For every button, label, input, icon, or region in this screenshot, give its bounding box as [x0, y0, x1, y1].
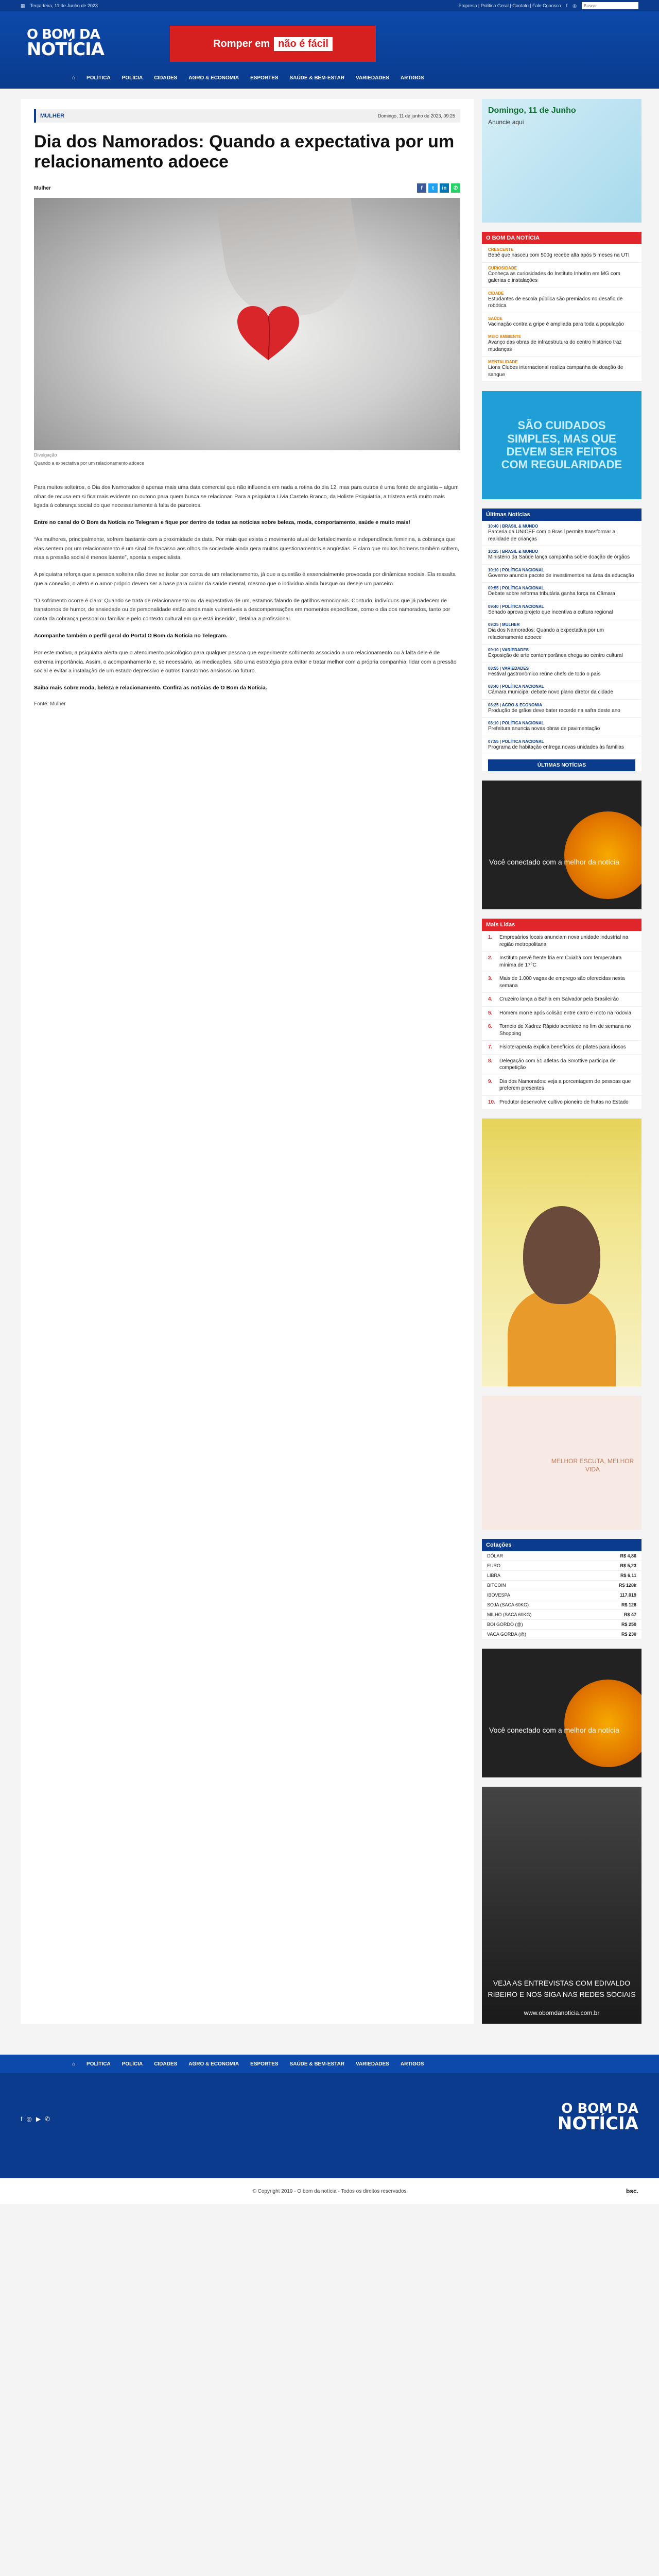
most-read-item[interactable]: 2. Instituto prevê frente fria em Cuiabá com temperatura mínima de 17°C [482, 952, 641, 972]
paragraph-more: Saiba mais sobre moda, beleza e relacionamento. Confira as notícias de O Bom da Notícia. [34, 685, 267, 691]
most-read-box [482, 919, 641, 1109]
news-kicker: 10:40 | BRASIL & MUNDO [488, 524, 539, 529]
promo-text: Você conectado com a melhor da notícia [489, 1726, 619, 1734]
heart-icon [237, 306, 299, 363]
footer-nav-artigos[interactable]: ARTIGOS [400, 2061, 424, 2067]
most-read-item[interactable]: 4. Cruzeiro lança a Bahia em Salvador pela Brasileirão [482, 993, 641, 1007]
news-text: Programa de habitação entrega novas unidades às famílias [488, 744, 625, 750]
header-ad-banner[interactable] [170, 26, 376, 62]
banner-highlight: não é fácil [274, 37, 333, 51]
quote-row: BOI GORDO (@) R$ 250 [482, 1620, 641, 1630]
news-text: Debate sobre reforma tributária ganha força na Câmara [488, 591, 615, 597]
nav-saude[interactable]: SAÚDE & BEM-ESTAR [289, 75, 345, 81]
home-icon: ⌂ [72, 75, 76, 81]
top-links[interactable]: Empresa | Política Geral | Contato | Fale Conosco [458, 3, 561, 8]
hearing-ad[interactable] [482, 1396, 641, 1530]
most-read-item[interactable]: 8. Delegação com 51 atletas da Smottive participa de competição [482, 1055, 641, 1075]
latest-header: Últimas Notícias [482, 509, 641, 521]
footer-social [21, 2115, 50, 2123]
news-text: Produção de grãos deve bater recorde na safra deste ano [488, 707, 620, 714]
headlines-header: O BOM DA NOTÍCIA [482, 232, 641, 244]
paragraph-telegram: Entre no canal do O Bom da Notícia no Telegram e fique por dentro de todas as notícias sobre beleza, moda, comportamento, saúde e muito mais! [34, 519, 410, 526]
nav-cidades[interactable]: CIDADES [154, 75, 178, 81]
footer-logo[interactable] [558, 2101, 638, 2134]
news-kicker: 08:40 | POLÍTICA NACIONAL [488, 684, 544, 689]
site-footer [0, 2055, 659, 2178]
headline-item[interactable] [482, 313, 641, 332]
top-bar [0, 0, 659, 11]
sidebar [482, 99, 641, 2024]
news-kicker: 08:10 | POLÍTICA NACIONAL [488, 721, 544, 725]
news-text: Parceria da UNICEF com o Brasil permite transformar a realidade de crianças [488, 529, 616, 542]
care-banner[interactable]: SÃO CUIDADOS SIMPLES, MAS QUE DEVEM SER FEITOS COM REGULARIDADE [482, 391, 641, 499]
news-kicker: 08:55 | VARIEDADES [488, 666, 529, 671]
copyright-bar [0, 2178, 659, 2204]
most-read-item[interactable]: 10. Produtor desenvolve cultivo pioneiro de frutas no Estado [482, 1096, 641, 1110]
image-caption: Quando a expectativa por um relacionamento adoece [34, 461, 145, 466]
quotes-table [482, 1551, 641, 1639]
linkedin-share-icon[interactable]: in [440, 183, 449, 193]
most-read-item[interactable]: 6. Torneio de Xadrez Rápido acontece no fim de semana no Shopping [482, 1020, 641, 1041]
paragraph: Para muitos solteiros, o Dia dos Namorados é apenas mais uma data comercial que não influencia em nada a rotina do dia 12, mas para outros é uma fonte de angústia – algum olhar de recusa em si fica mais evidente no outono para quem busca se relacionar. Para a psiquiatra Lívia Castelo Branco, da Holiste Psiquiatria, a tristeza está muito mais ligada à cobrança social do que necessariamente à falta de parceiros. [34, 484, 459, 509]
headline-item[interactable] [482, 263, 641, 288]
radio-promo-ad-2[interactable] [482, 1649, 641, 1777]
news-text: Exposição de arte contemporânea chega ao centro cultural [488, 653, 623, 658]
copyright-text: © Copyright 2019 - O bom da notícia - Todos os direitos reservados [252, 2188, 407, 2194]
publish-datetime: Domingo, 11 de junho de 2023, 09:25 [378, 113, 455, 118]
promo-text: Você conectado com a melhor da notícia [489, 858, 619, 866]
most-read-item[interactable]: 7. Fisioterapeuta explica benefícios do pilates para idosos [482, 1041, 641, 1055]
quote-row: DÓLAR R$ 4,86 [482, 1551, 641, 1561]
headline-text: Estudantes de escola pública são premiados no desafio de robótica [488, 296, 623, 309]
most-read-item[interactable]: 3. Mais de 1.000 vagas de emprego são oferecidas nesta semana [482, 972, 641, 993]
article-body [34, 483, 460, 692]
footer-nav-policia[interactable]: POLÍCIA [122, 2061, 143, 2067]
paragraph: “As mulheres, principalmente, sofrem bastante com a proximidade da data. Por mais que exista o movimento atual de fortalecimento e independência feminina, a cobrança que elas sentem por um relacionamento é um sinal de fracasso aos olhos da sociedade ainda gera muitos questionamentos e angústias. É claro que muitos homens também sofrem, mas a pressão social é menos latente”, aponta a especialista. [34, 536, 459, 561]
headline-text: Bebê que nasceu com 500g recebe alta após 5 meses na UTI [488, 252, 630, 258]
sidebar-ad[interactable] [482, 99, 641, 223]
facebook-icon[interactable]: f [21, 2115, 23, 2123]
footer-nav-politica[interactable]: POLÍTICA [86, 2061, 111, 2067]
calendar-icon: ▦ [21, 3, 25, 8]
headline-item[interactable] [482, 288, 641, 313]
news-kicker: 10:10 | POLÍTICA NACIONAL [488, 567, 544, 572]
youtube-icon[interactable]: ▶ [36, 2115, 41, 2123]
news-kicker: 10:25 | BRASIL & MUNDO [488, 549, 539, 554]
quote-row: SOJA (SACA 60KG) R$ 128 [482, 1600, 641, 1610]
article-hero-image [34, 198, 460, 450]
author: Mulher [34, 185, 51, 191]
headline-kicker: SAÚDE [488, 316, 503, 321]
news-item[interactable] [482, 619, 641, 645]
news-text: Prefeitura anuncia novas obras de pavimentação [488, 726, 600, 732]
interview-ad-url: www.obomdanoticia.com.br [524, 2009, 600, 2016]
news-item[interactable] [482, 583, 641, 601]
footer-logo-line-1: O BOM DA [561, 2101, 638, 2116]
quote-row: BITCOIN R$ 128k [482, 1581, 641, 1590]
instagram-icon[interactable]: ◎ [26, 2115, 32, 2123]
headlines-box [482, 232, 641, 382]
ad-subtitle: Anuncie aqui [488, 118, 524, 126]
article-title: Dia dos Namorados: Quando a expectativa por um relacionamento adoece [34, 132, 455, 172]
search-input[interactable] [582, 2, 638, 9]
nav-variedades[interactable]: VARIEDADES [356, 75, 389, 81]
quote-row: IBOVESPA 117.019 [482, 1590, 641, 1600]
whatsapp-icon[interactable]: ✆ [45, 2115, 50, 2123]
portrait-ad[interactable] [482, 1118, 641, 1386]
news-item[interactable] [482, 736, 641, 755]
quote-row: LIBRA R$ 6,11 [482, 1571, 641, 1581]
headline-text: Vacinação contra a gripe é ampliada para toda a população [488, 321, 624, 327]
ad-title: Domingo, 11 de Junho [488, 106, 576, 115]
paragraph-follow: Acompanhe também o perfil geral do Portal O Bom da Notícia no Telegram. [34, 632, 228, 639]
news-item[interactable] [482, 681, 641, 700]
footer-nav-esportes[interactable]: ESPORTES [250, 2061, 279, 2067]
news-kicker: 09:10 | VARIEDADES [488, 648, 529, 652]
quote-row: VACA GORDA (@) R$ 230 [482, 1630, 641, 1639]
news-text: Ministério da Saúde lança campanha sobre doação de órgãos [488, 554, 630, 560]
footer-nav [0, 2055, 659, 2073]
most-read-item[interactable]: 9. Dia dos Namorados: veja a porcentagem de pessoas que preferem presentes [482, 1075, 641, 1096]
radio-promo-ad[interactable] [482, 781, 641, 909]
headline-kicker: CURIOSIDADE [488, 265, 517, 270]
headline-text: Lions Clubes internacional realiza campanha de doação de sangue [488, 365, 623, 378]
footer-home-icon[interactable]: ⌂ [72, 2061, 76, 2067]
news-item[interactable] [482, 718, 641, 736]
headline-kicker: CRESCENTE [488, 247, 514, 252]
headline-text: Avanço das obras de infraestrutura do centro histórico traz mudanças [488, 340, 622, 352]
nav-policia[interactable]: POLÍCIA [122, 75, 143, 81]
news-item[interactable] [482, 601, 641, 620]
news-kicker: 07:55 | POLÍTICA NACIONAL [488, 739, 544, 744]
news-item[interactable] [482, 700, 641, 718]
nav-artigos[interactable]: ARTIGOS [400, 75, 424, 81]
site-logo[interactable] [27, 27, 130, 68]
whatsapp-share-icon[interactable]: ✆ [451, 183, 460, 193]
news-kicker: 09:25 | MULHER [488, 622, 520, 627]
quote-row: EURO R$ 5,23 [482, 1561, 641, 1571]
headline-kicker: MENTALIDADE [488, 360, 518, 364]
vinyl-disk-icon [564, 1680, 641, 1767]
image-credit: Divulgação [34, 452, 57, 458]
developer-logo[interactable]: bsc. [626, 2188, 638, 2195]
article-source: Fonte: Mulher [34, 701, 66, 707]
category-bar [34, 109, 460, 123]
news-text: Governo anuncia pacote de investimentos na área da educação [488, 572, 634, 579]
nav-agro-economia[interactable]: AGRO & ECONOMIA [188, 75, 239, 81]
quotes-box [482, 1539, 641, 1639]
news-kicker: 09:40 | POLÍTICA NACIONAL [488, 604, 544, 609]
news-text: Senado aprova projeto que incentiva a cultura regional [488, 609, 613, 615]
footer-nav-agro[interactable]: AGRO & ECONOMIA [188, 2061, 239, 2067]
most-read-item[interactable]: 1. Empresários locais anunciam nova unidade industrial na região metropolitana [482, 931, 641, 952]
interview-ad[interactable] [482, 1787, 641, 2024]
footer-logo-line-2: NOTÍCIA [557, 2113, 638, 2134]
logo-line-1: O BOM DA [27, 27, 100, 42]
content-wrapper [21, 89, 638, 2024]
quote-row: MILHO (SACA 60KG) R$ 47 [482, 1610, 641, 1620]
nav-politica[interactable]: POLÍTICA [86, 75, 111, 81]
vinyl-disk-icon [564, 811, 641, 899]
footer-nav-cidades[interactable]: CIDADES [154, 2061, 178, 2067]
instagram-icon[interactable]: ◎ [573, 3, 577, 8]
news-item[interactable] [482, 546, 641, 565]
interview-ad-text: VEJA AS ENTREVISTAS COM EDIVALDO RIBEIRO E NOS SIGA NAS REDES SOCIAIS [488, 1979, 636, 1999]
byline [34, 183, 460, 193]
twitter-share-icon[interactable]: t [428, 183, 438, 193]
news-item[interactable] [482, 663, 641, 682]
site-header [0, 11, 659, 89]
footer-nav-saude[interactable]: SAÚDE & BEM-ESTAR [289, 2061, 345, 2067]
news-text: Dia dos Namorados: Quando a expectativa por um relacionamento adoece [488, 628, 604, 640]
headline-text: Conheça as curiosidades do Instituto Inhotim em MG com galerias e instalações [488, 270, 620, 283]
headline-item[interactable] [482, 357, 641, 382]
news-kicker: 08:25 | AGRO & ECONOMIA [488, 702, 543, 707]
footer-nav-variedades[interactable]: VARIEDADES [356, 2061, 389, 2067]
news-kicker: 09:55 | POLÍTICA NACIONAL [488, 586, 544, 590]
news-item[interactable] [482, 565, 641, 583]
news-item[interactable] [482, 521, 641, 546]
facebook-share-icon[interactable]: f [417, 183, 426, 193]
current-date: Terça-feira, 11 de Junho de 2023 [30, 3, 98, 8]
paragraph: “O sofrimento ocorre é claro: Quando se trata de relacionamento ou da expectativa de um, estamos falando de gatilhos emocionais. Contudo, indivíduos que já padecem de transtornos de humor, de ansiedade ou de personalidade estão ainda mais vulneráveis a descompensações em momentos específicos, como o dia dos namorados, tanto por conta da cobrança pessoal ou familiar e pelo contexto cultural em que está inserido”, detalha a profissional. [34, 598, 450, 622]
quotes-header: Cotações [482, 1539, 641, 1551]
news-text: Festival gastronômico reúne chefs de todo o país [488, 671, 601, 677]
paragraph: A psiquiatra reforça que a pessoa solteira não deve se isolar por conta de um relacionamento, já que a questão é essencialmente provocada por dinâmicas sociais. Ela ressalta que a conexão, o afeto e o amor-próprio devem ser a base para cuidar da saúde mental, mesmo que o indivíduo ainda busque ou deseje um parceiro. [34, 571, 456, 587]
share-buttons [417, 183, 460, 193]
logo-line-2: NOTÍCIA [27, 39, 105, 60]
news-text: Câmara municipal debate novo plano diretor da cidade [488, 689, 613, 695]
portrait-face [523, 1206, 600, 1304]
most-read-item[interactable]: 5. Homem morre após colisão entre carro e moto na rodovia [482, 1007, 641, 1021]
banner-text: Romper em [213, 38, 270, 49]
more-news-button[interactable]: ÚLTIMAS NOTÍCIAS [488, 759, 635, 771]
news-item[interactable] [482, 645, 641, 663]
most-read-header: Mais Lidas [482, 919, 641, 931]
nav-home[interactable] [72, 75, 75, 81]
facebook-icon[interactable]: f [566, 3, 568, 8]
headline-kicker: CIDADE [488, 291, 504, 296]
article [21, 99, 474, 2024]
headline-item[interactable] [482, 244, 641, 263]
headline-item[interactable] [482, 331, 641, 357]
category-label[interactable]: MULHER [40, 113, 65, 119]
hearing-ad-text: MELHOR ESCUTA, MELHOR VIDA [551, 1458, 634, 1473]
paragraph: Por este motivo, a psiquiatra alerta que o atendimento psicológico para qualquer pessoa que experimente sofrimento associado a um relacionamento ou à falta dele é de extrema importância. Assim, o acompanhamento e, se necessário, as medicações, são uma estratégia para evitar e tratar melhor com a própria companhia, lidar com a pressão social e evitar a instalação de um estado depressivo e outros transtornos ansiosos no futuro. [34, 650, 457, 674]
latest-news-box [482, 509, 641, 771]
headline-kicker: MEIO AMBIENTE [488, 334, 522, 339]
main-nav [0, 67, 659, 89]
nav-esportes[interactable]: ESPORTES [250, 75, 279, 81]
